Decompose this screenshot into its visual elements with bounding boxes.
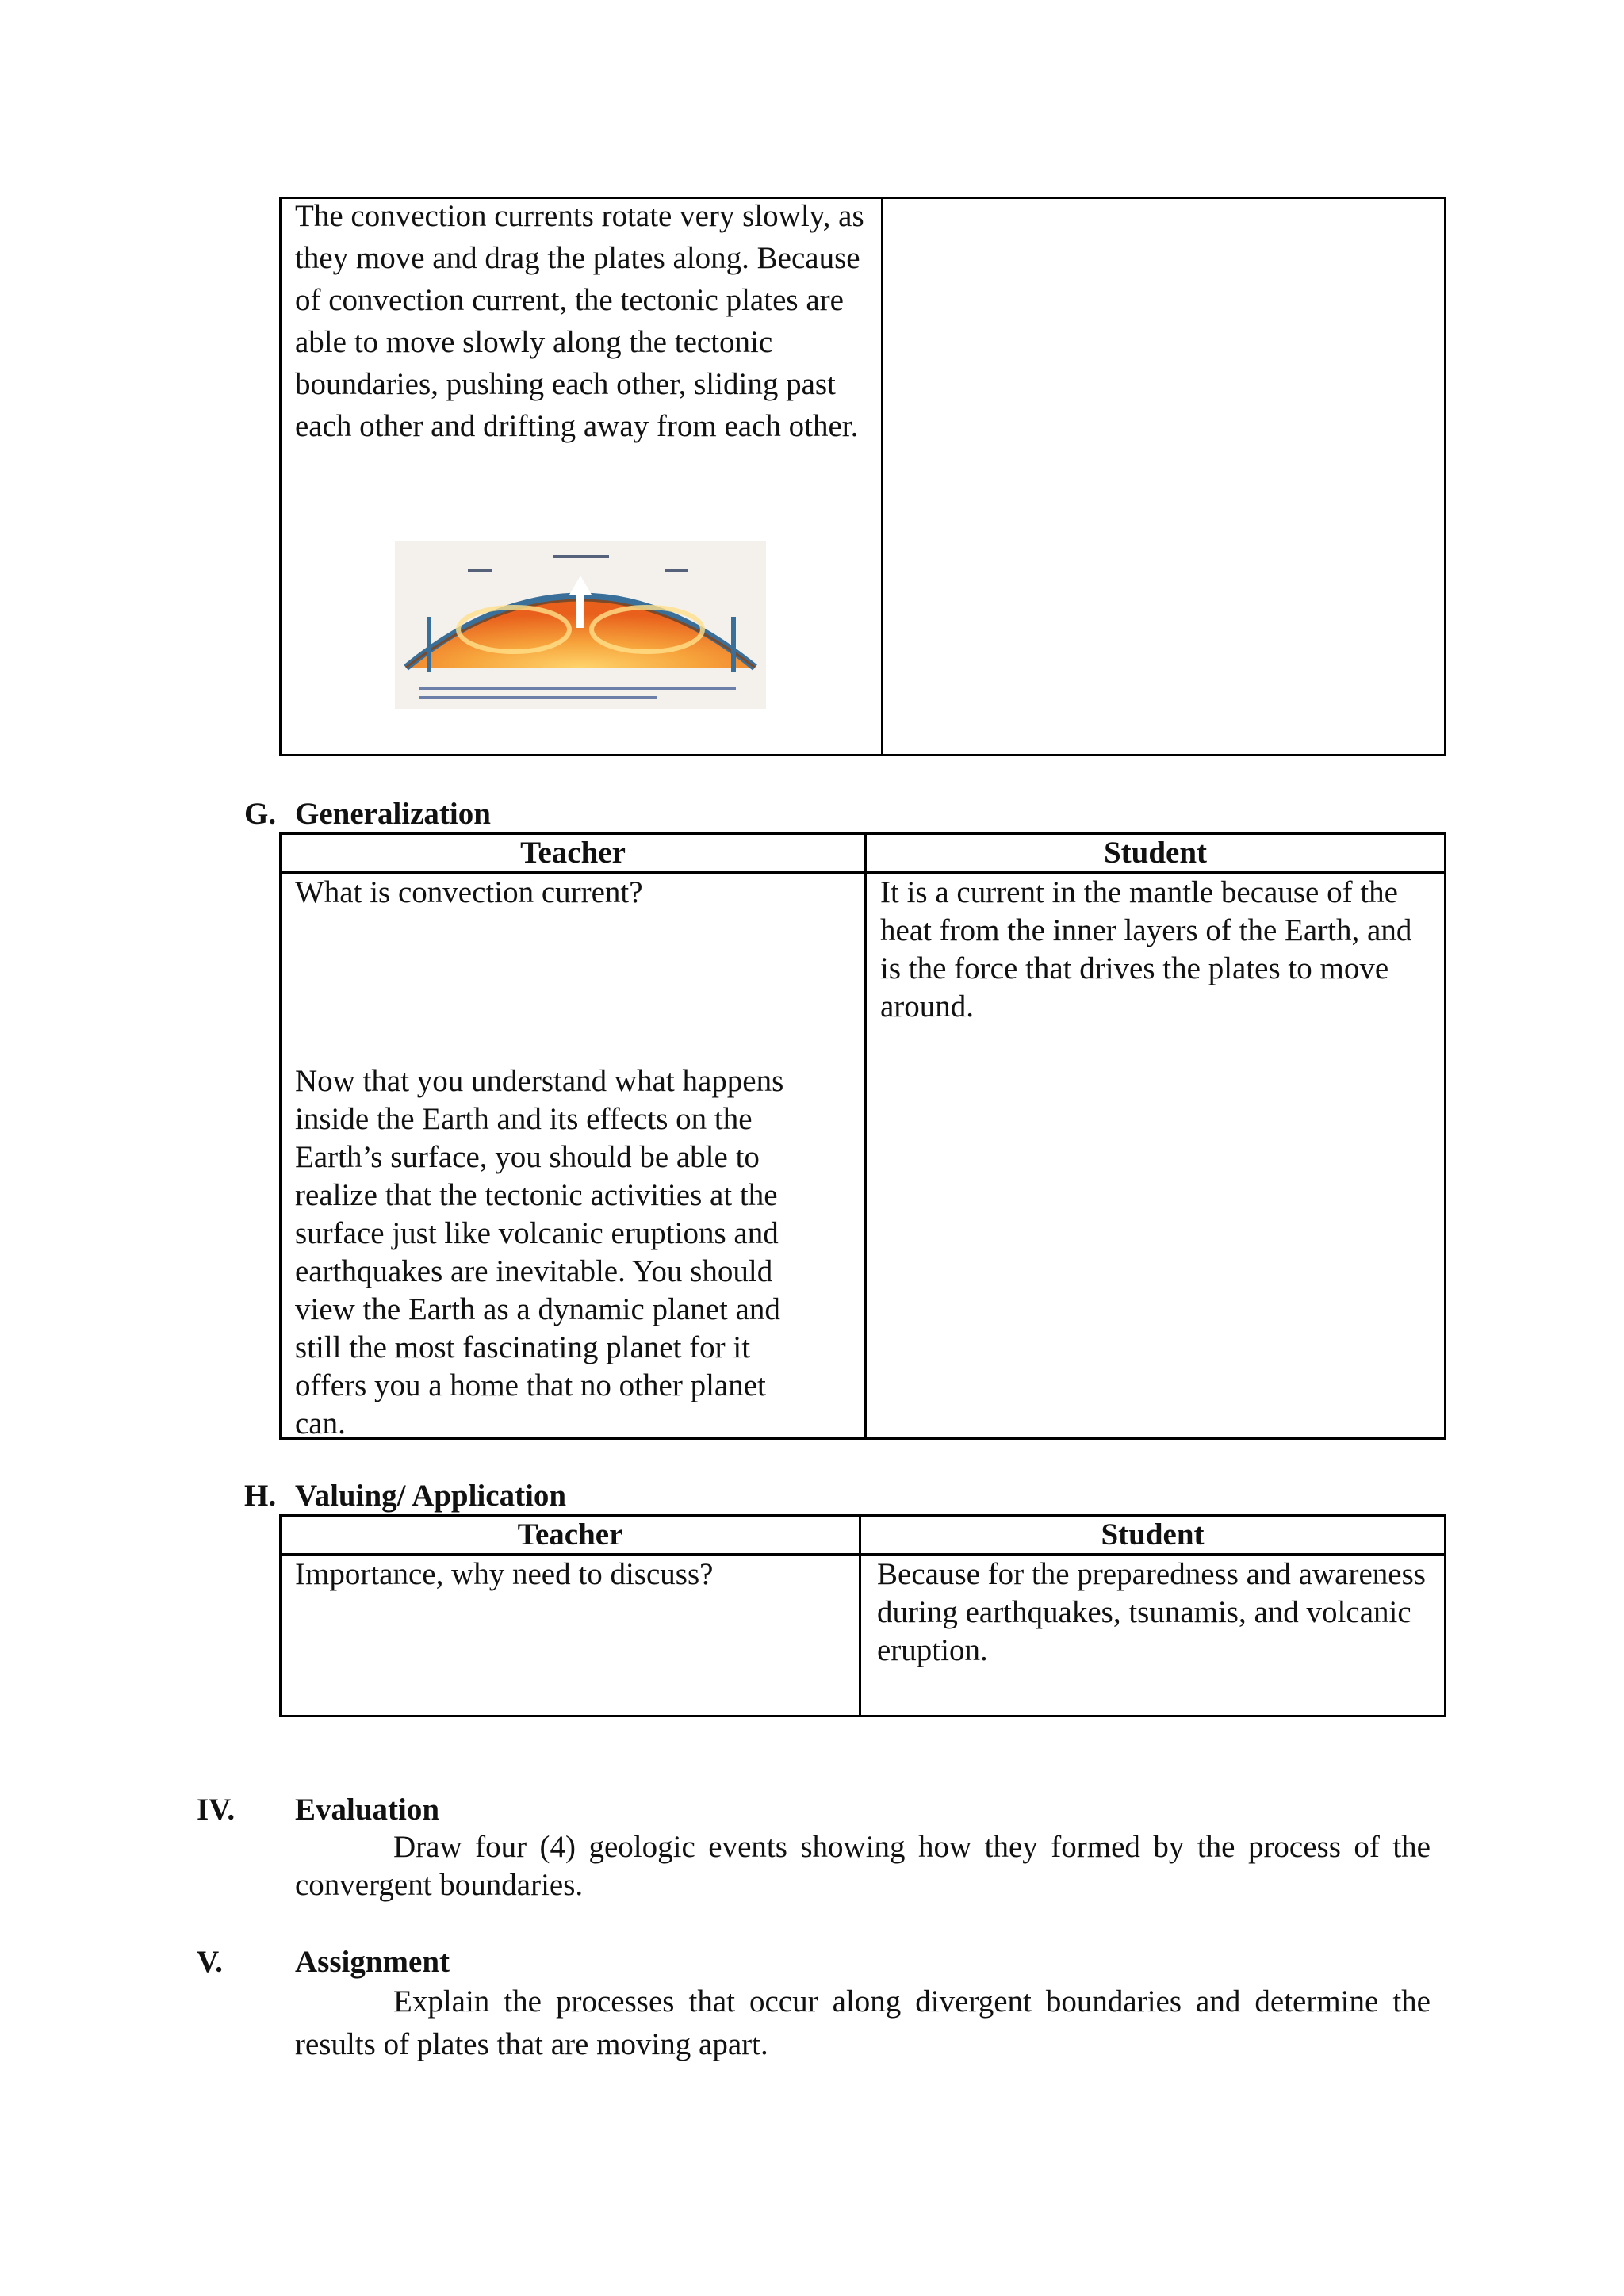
generalization-divider (864, 832, 867, 1440)
assignment-numeral: V. (197, 1945, 223, 1979)
generalization-title: Generalization (295, 797, 491, 831)
valuing-student-answer: Because for the preparedness and awareness during earthquakes, tsunamis, and volcanic eruption. (877, 1557, 1426, 1667)
evaluation-title: Evaluation (295, 1793, 440, 1827)
evaluation-numeral: IV. (197, 1793, 236, 1827)
valuing-teacher-header: Teacher (517, 1517, 623, 1552)
generalization-teacher-followup: Now that you understand what happens inside the Earth and its effects on the Earth’s surface, you should be able to realize that the tectonic activities at the surface just like volcanic eruptions and earthquakes are inevitable. You should view the Earth as a dynamic planet and still the most fascinating planet for it offers you a home that no other planet can. (295, 1064, 784, 1441)
valuing-teacher-question: Importance, why need to discuss? (295, 1557, 714, 1591)
assignment-text: Explain the processes that occur along divergent boundaries and determine the results of plates that are moving apart. (295, 1984, 1431, 2061)
generalization-teacher-header: Teacher (520, 836, 626, 870)
evaluation-text: Draw four (4) geologic events showing how they formed by the process of the convergent boundaries. (295, 1830, 1431, 1902)
assignment-title: Assignment (295, 1945, 450, 1979)
top-table-divider (881, 197, 883, 756)
convection-currents-diagram-icon (395, 541, 766, 709)
generalization-student-answer: It is a current in the mantle because of the heat from the inner layers of the Earth, and is the force that drives the plates to move around. (880, 875, 1412, 1024)
valuing-student-header: Student (1101, 1517, 1205, 1552)
valuing-letter: H. (244, 1479, 277, 1513)
generalization-letter: G. (244, 797, 277, 831)
generalization-teacher-question: What is convection current? (295, 875, 643, 909)
top-table-text: The convection currents rotate very slowly, as they move and drag the plates along. Because of convection current, the tectonic plates are able to move slowly along the tectonic boundaries, pushing each other, sliding past each other and drifting away from each other. (295, 199, 864, 443)
valuing-title: Valuing/ Application (295, 1479, 567, 1513)
generalization-student-header: Student (1103, 836, 1208, 870)
